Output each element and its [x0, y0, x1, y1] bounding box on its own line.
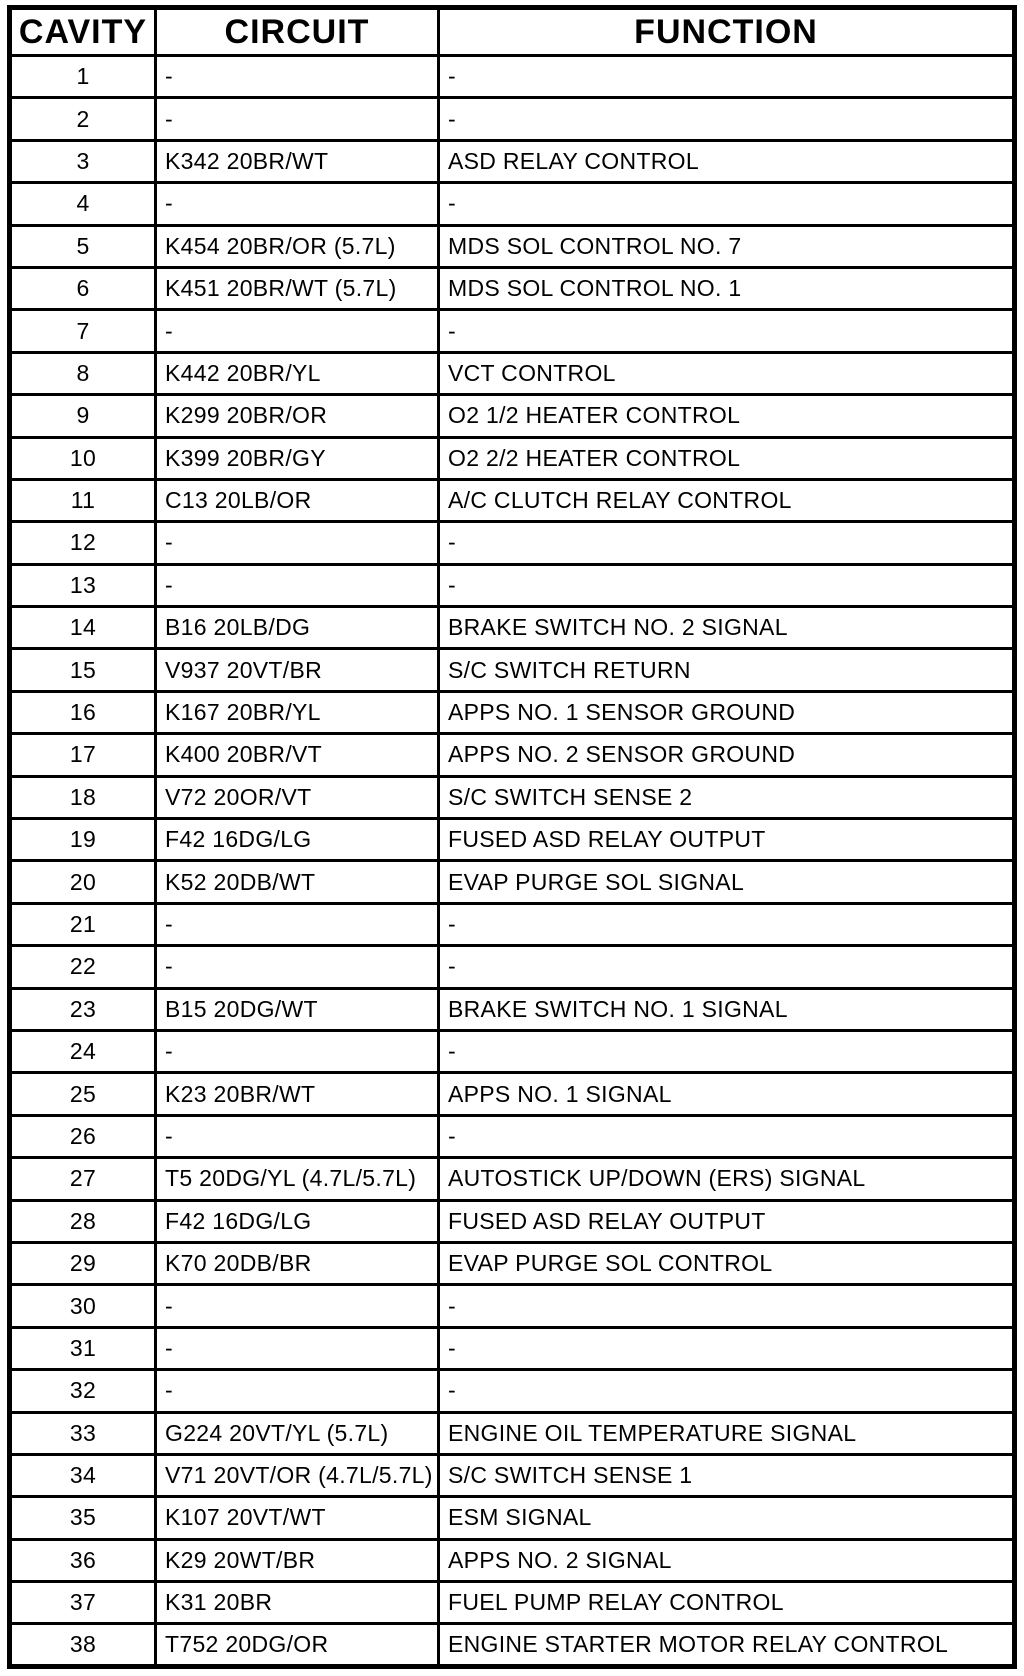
- cavity-cell: 26: [10, 1115, 156, 1157]
- circuit-cell: -: [156, 1285, 439, 1327]
- table-row: [10, 776, 1015, 818]
- table-row: [10, 98, 1015, 140]
- table-row: [10, 564, 1015, 606]
- function-cell: S/C SWITCH SENSE 2: [439, 776, 1015, 818]
- circuit-cell: -: [156, 56, 439, 98]
- function-cell: EVAP PURGE SOL CONTROL: [439, 1242, 1015, 1284]
- cavity-cell: 6: [10, 267, 156, 309]
- table-row: [10, 522, 1015, 564]
- cavity-cell: 13: [10, 564, 156, 606]
- function-cell: BRAKE SWITCH NO. 1 SIGNAL: [439, 988, 1015, 1030]
- function-cell: ASD RELAY CONTROL: [439, 140, 1015, 182]
- cavity-cell: 14: [10, 607, 156, 649]
- cavity-cell: 37: [10, 1582, 156, 1624]
- table-row: [10, 734, 1015, 776]
- table-row: [10, 819, 1015, 861]
- table-row: [10, 1582, 1015, 1624]
- table-row: [10, 1539, 1015, 1581]
- circuit-cell: K399 20BR/GY: [156, 437, 439, 479]
- cavity-cell: 38: [10, 1624, 156, 1667]
- table-row: [10, 225, 1015, 267]
- cavity-cell: 17: [10, 734, 156, 776]
- function-cell: S/C SWITCH SENSE 1: [439, 1454, 1015, 1496]
- circuit-cell: K342 20BR/WT: [156, 140, 439, 182]
- table-row: [10, 1412, 1015, 1454]
- header-row: [10, 8, 1015, 56]
- cavity-cell: 25: [10, 1073, 156, 1115]
- circuit-cell: V72 20OR/VT: [156, 776, 439, 818]
- table-row: [10, 310, 1015, 352]
- function-cell: AUTOSTICK UP/DOWN (ERS) SIGNAL: [439, 1158, 1015, 1200]
- function-cell: APPS NO. 2 SIGNAL: [439, 1539, 1015, 1581]
- circuit-cell: K299 20BR/OR: [156, 395, 439, 437]
- cavity-cell: 3: [10, 140, 156, 182]
- circuit-cell: B15 20DG/WT: [156, 988, 439, 1030]
- function-cell: MDS SOL CONTROL NO. 7: [439, 225, 1015, 267]
- table-row: [10, 861, 1015, 903]
- function-cell: -: [439, 310, 1015, 352]
- table-row: [10, 1285, 1015, 1327]
- table-row: [10, 607, 1015, 649]
- table-row: [10, 1030, 1015, 1072]
- cavity-cell: 28: [10, 1200, 156, 1242]
- function-cell: -: [439, 1030, 1015, 1072]
- function-cell: ESM SIGNAL: [439, 1497, 1015, 1539]
- cavity-cell: 10: [10, 437, 156, 479]
- circuit-cell: V937 20VT/BR: [156, 649, 439, 691]
- cavity-cell: 7: [10, 310, 156, 352]
- table-row: [10, 988, 1015, 1030]
- function-cell: S/C SWITCH RETURN: [439, 649, 1015, 691]
- table-row: [10, 1327, 1015, 1369]
- cavity-cell: 11: [10, 479, 156, 521]
- cavity-cell: 29: [10, 1242, 156, 1284]
- function-cell: ENGINE OIL TEMPERATURE SIGNAL: [439, 1412, 1015, 1454]
- circuit-cell: -: [156, 522, 439, 564]
- circuit-cell: K29 20WT/BR: [156, 1539, 439, 1581]
- function-cell: -: [439, 56, 1015, 98]
- table-row: [10, 140, 1015, 182]
- circuit-cell: -: [156, 903, 439, 945]
- table-row: [10, 56, 1015, 98]
- table-row: [10, 267, 1015, 309]
- circuit-cell: -: [156, 1115, 439, 1157]
- function-cell: -: [439, 946, 1015, 988]
- circuit-cell: K454 20BR/OR (5.7L): [156, 225, 439, 267]
- table-row: [10, 1454, 1015, 1496]
- function-cell: A/C CLUTCH RELAY CONTROL: [439, 479, 1015, 521]
- function-cell: -: [439, 1370, 1015, 1412]
- function-cell: -: [439, 564, 1015, 606]
- cavity-cell: 30: [10, 1285, 156, 1327]
- circuit-cell: -: [156, 1327, 439, 1369]
- cavity-cell: 5: [10, 225, 156, 267]
- function-cell: -: [439, 1115, 1015, 1157]
- header-circuit: CIRCUIT: [156, 8, 439, 56]
- circuit-cell: T5 20DG/YL (4.7L/5.7L): [156, 1158, 439, 1200]
- header-cavity: CAVITY: [10, 8, 156, 56]
- cavity-cell: 36: [10, 1539, 156, 1581]
- cavity-cell: 27: [10, 1158, 156, 1200]
- function-cell: -: [439, 1285, 1015, 1327]
- cavity-cell: 16: [10, 691, 156, 733]
- circuit-cell: F42 16DG/LG: [156, 1200, 439, 1242]
- table-row: [10, 1200, 1015, 1242]
- function-cell: APPS NO. 1 SIGNAL: [439, 1073, 1015, 1115]
- function-cell: VCT CONTROL: [439, 352, 1015, 394]
- table-header: [10, 8, 1015, 56]
- circuit-cell: -: [156, 1030, 439, 1072]
- circuit-cell: K400 20BR/VT: [156, 734, 439, 776]
- circuit-cell: K70 20DB/BR: [156, 1242, 439, 1284]
- cavity-cell: 31: [10, 1327, 156, 1369]
- table-row: [10, 183, 1015, 225]
- cavity-cell: 18: [10, 776, 156, 818]
- circuit-cell: B16 20LB/DG: [156, 607, 439, 649]
- table-row: [10, 1158, 1015, 1200]
- cavity-cell: 8: [10, 352, 156, 394]
- table-row: [10, 437, 1015, 479]
- cavity-cell: 34: [10, 1454, 156, 1496]
- function-cell: -: [439, 183, 1015, 225]
- table-row: [10, 1073, 1015, 1115]
- circuit-cell: K107 20VT/WT: [156, 1497, 439, 1539]
- circuit-cell: K23 20BR/WT: [156, 1073, 439, 1115]
- function-cell: -: [439, 1327, 1015, 1369]
- function-cell: APPS NO. 2 SENSOR GROUND: [439, 734, 1015, 776]
- circuit-cell: K52 20DB/WT: [156, 861, 439, 903]
- function-cell: ENGINE STARTER MOTOR RELAY CONTROL: [439, 1624, 1015, 1667]
- header-function: FUNCTION: [439, 8, 1015, 56]
- circuit-cell: K167 20BR/YL: [156, 691, 439, 733]
- cavity-cell: 32: [10, 1370, 156, 1412]
- table-row: [10, 352, 1015, 394]
- cavity-cell: 2: [10, 98, 156, 140]
- cavity-cell: 20: [10, 861, 156, 903]
- function-cell: FUSED ASD RELAY OUTPUT: [439, 1200, 1015, 1242]
- function-cell: MDS SOL CONTROL NO. 1: [439, 267, 1015, 309]
- circuit-cell: K31 20BR: [156, 1582, 439, 1624]
- circuit-cell: -: [156, 564, 439, 606]
- cavity-cell: 22: [10, 946, 156, 988]
- function-cell: FUEL PUMP RELAY CONTROL: [439, 1582, 1015, 1624]
- circuit-cell: -: [156, 183, 439, 225]
- cavity-cell: 1: [10, 56, 156, 98]
- table-row: [10, 691, 1015, 733]
- connector-pinout-table: [7, 5, 1017, 1669]
- function-cell: EVAP PURGE SOL SIGNAL: [439, 861, 1015, 903]
- table-row: [10, 395, 1015, 437]
- circuit-cell: F42 16DG/LG: [156, 819, 439, 861]
- cavity-cell: 35: [10, 1497, 156, 1539]
- circuit-cell: C13 20LB/OR: [156, 479, 439, 521]
- table-row: [10, 1370, 1015, 1412]
- function-cell: O2 1/2 HEATER CONTROL: [439, 395, 1015, 437]
- cavity-cell: 23: [10, 988, 156, 1030]
- function-cell: BRAKE SWITCH NO. 2 SIGNAL: [439, 607, 1015, 649]
- circuit-cell: -: [156, 1370, 439, 1412]
- cavity-cell: 19: [10, 819, 156, 861]
- circuit-cell: -: [156, 946, 439, 988]
- cavity-cell: 33: [10, 1412, 156, 1454]
- cavity-cell: 15: [10, 649, 156, 691]
- circuit-cell: G224 20VT/YL (5.7L): [156, 1412, 439, 1454]
- table-row: [10, 479, 1015, 521]
- function-cell: FUSED ASD RELAY OUTPUT: [439, 819, 1015, 861]
- table-row: [10, 1624, 1015, 1667]
- table-row: [10, 903, 1015, 945]
- cavity-cell: 21: [10, 903, 156, 945]
- table-row: [10, 946, 1015, 988]
- cavity-cell: 12: [10, 522, 156, 564]
- table-row: [10, 1242, 1015, 1284]
- circuit-cell: -: [156, 98, 439, 140]
- cavity-cell: 24: [10, 1030, 156, 1072]
- function-cell: -: [439, 98, 1015, 140]
- circuit-cell: -: [156, 310, 439, 352]
- table-row: [10, 1497, 1015, 1539]
- cavity-cell: 4: [10, 183, 156, 225]
- circuit-cell: K451 20BR/WT (5.7L): [156, 267, 439, 309]
- circuit-cell: K442 20BR/YL: [156, 352, 439, 394]
- function-cell: -: [439, 522, 1015, 564]
- table-row: [10, 1115, 1015, 1157]
- circuit-cell: T752 20DG/OR: [156, 1624, 439, 1667]
- function-cell: APPS NO. 1 SENSOR GROUND: [439, 691, 1015, 733]
- table-row: [10, 649, 1015, 691]
- circuit-cell: V71 20VT/OR (4.7L/5.7L): [156, 1454, 439, 1496]
- cavity-cell: 9: [10, 395, 156, 437]
- function-cell: -: [439, 903, 1015, 945]
- function-cell: O2 2/2 HEATER CONTROL: [439, 437, 1015, 479]
- table-body: [10, 56, 1015, 1667]
